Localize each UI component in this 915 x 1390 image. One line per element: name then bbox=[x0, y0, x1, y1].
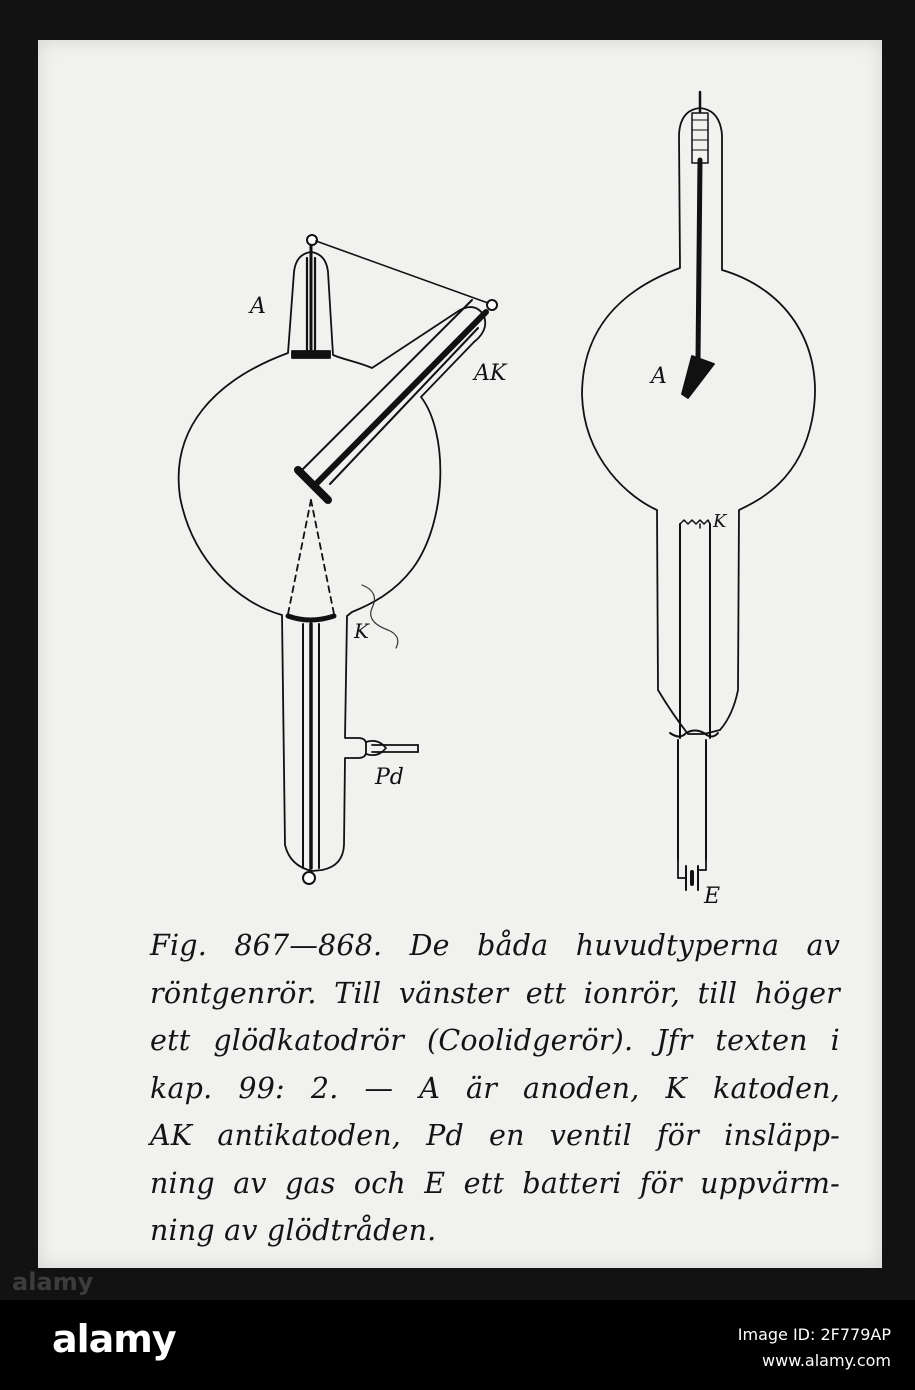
left-anode bbox=[292, 235, 330, 358]
caption-line-6: ning av gas och E ett batteri för uppvärm- bbox=[150, 1166, 840, 1200]
image-id: Image ID: 2F779AP bbox=[737, 1325, 891, 1344]
caption-line-4: kap. 99: 2. — A är anoden, K katoden, bbox=[150, 1071, 840, 1105]
left-label-pd: Pd bbox=[375, 765, 404, 790]
caption-line-2: röntgenrör. Till vänster ett ionrör, till höger bbox=[150, 976, 840, 1010]
right-anode bbox=[682, 92, 714, 398]
left-ion-tube bbox=[179, 235, 497, 884]
site-url: www.alamy.com bbox=[762, 1351, 891, 1370]
caption-line-1: Fig. 867—868. De båda huvudtyperna av bbox=[150, 929, 840, 962]
left-tube-envelope bbox=[179, 252, 486, 871]
left-valve-pd bbox=[366, 741, 418, 755]
left-label-k: K bbox=[354, 619, 369, 643]
caption-line-3: ett glödkatodrör (Coolidgerör). Jfr texten i bbox=[150, 1024, 840, 1057]
caption-line-7: ning av glödtråden. bbox=[150, 1214, 437, 1247]
left-connecting-wire bbox=[316, 241, 488, 303]
watermark-meta bbox=[738, 1322, 891, 1374]
caption-line-5: AK antikatoden, Pd en ventil för insläpp- bbox=[150, 1119, 840, 1152]
left-anticathode bbox=[298, 300, 497, 500]
right-cathode bbox=[670, 520, 718, 860]
left-label-ak: AK bbox=[474, 361, 507, 386]
alamy-logo: alamy bbox=[52, 1317, 176, 1361]
left-cathode bbox=[288, 500, 334, 884]
right-label-e: E bbox=[704, 884, 721, 909]
figure-caption bbox=[150, 922, 840, 1255]
watermark-ghost-text: alamy bbox=[12, 1268, 94, 1296]
right-coolidge-tube bbox=[582, 92, 815, 890]
right-battery-e bbox=[678, 860, 706, 890]
right-label-k: K bbox=[713, 511, 727, 532]
left-label-a: A bbox=[250, 294, 266, 319]
right-label-a: A bbox=[651, 364, 667, 389]
